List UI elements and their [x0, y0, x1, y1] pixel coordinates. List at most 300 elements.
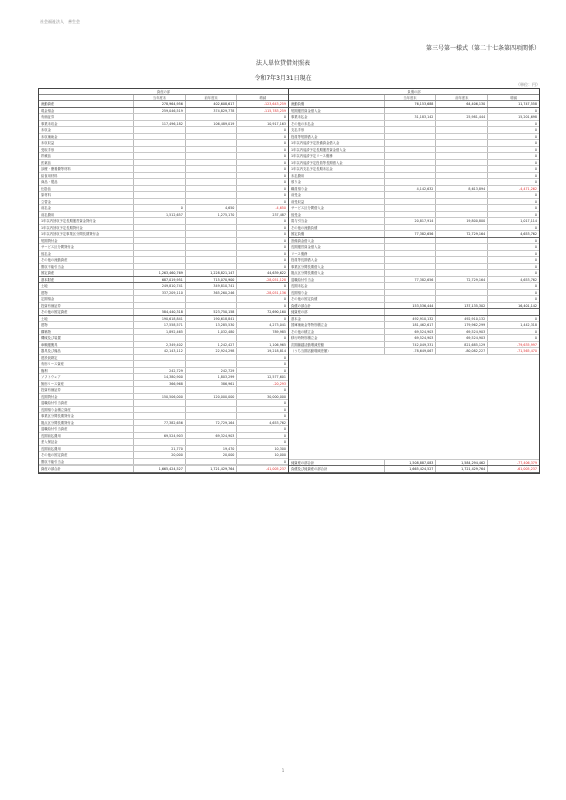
- table-cell-current: [133, 186, 185, 192]
- table-cell-current: 77,382,656: [384, 231, 436, 237]
- table-cell-name: 前払費用: [41, 212, 55, 217]
- table-cell-change: 0: [487, 140, 539, 146]
- table-cell-previous: 374,829,778: [185, 108, 237, 114]
- table-cell-previous: 69,524,903: [435, 329, 487, 335]
- table-cell-name: 職員預り金: [291, 186, 308, 191]
- table-cell-change: 237,487: [236, 212, 288, 218]
- table-cell-name: 土地: [41, 284, 48, 288]
- table-cell-current: [133, 114, 185, 120]
- table-cell-change: 0: [487, 335, 539, 341]
- table-cell-change: 0: [487, 153, 539, 159]
- table-cell-current: [133, 166, 185, 172]
- table-cell-name: 前受金: [291, 193, 301, 197]
- table-cell-change: 0: [236, 368, 288, 374]
- table-cell-name: 事業未払金: [291, 115, 308, 119]
- table-cell-name: 仕掛品: [41, 186, 51, 191]
- table-cell-current: [384, 212, 436, 218]
- table-cell-previous: 22,924,298: [185, 348, 237, 354]
- assets-section-header: 資産の部: [39, 89, 288, 95]
- table-cell-current: 117,496,182: [133, 121, 185, 127]
- table-cell-current: [133, 127, 185, 133]
- table-cell-previous: [185, 114, 237, 120]
- table-cell-change: -28,051,128: [236, 277, 288, 283]
- table-cell-change: 0: [487, 257, 539, 263]
- table-cell-previous: [435, 296, 487, 302]
- table-cell-change: 4,273,041: [236, 322, 288, 328]
- table-cell-name: 建設仮勘定: [41, 355, 58, 360]
- table-cell-name: 1年以内返済予定長期運営資金借入金: [291, 147, 346, 152]
- table-cell-change: -79,635,997: [487, 342, 539, 348]
- table-cell-previous: [185, 192, 237, 198]
- table-cell-change: 0: [236, 251, 288, 257]
- table-cell-change: 0: [236, 114, 288, 120]
- table-cell-current: [384, 166, 436, 172]
- table-cell-previous: [435, 160, 487, 166]
- table-cell-change: -77,406,379: [487, 460, 539, 466]
- table-cell-previous: 1,721,429,764: [435, 466, 487, 472]
- table-cell-previous: [435, 140, 487, 146]
- table-cell-previous: [435, 251, 487, 257]
- table-cell-change: 12,577,601: [236, 374, 288, 380]
- table-cell-change: 0: [487, 121, 539, 127]
- table-cell-change: 0: [236, 238, 288, 244]
- table-cell-name: 土地: [41, 316, 48, 321]
- table-cell-name: ソフトウェア: [41, 375, 61, 379]
- table-cell-previous: [185, 127, 237, 133]
- table-cell-current: [133, 218, 185, 224]
- table-cell-name: 事業区分間長期借入金: [291, 264, 324, 269]
- table-cell-change: 0: [236, 153, 288, 159]
- table-cell-current: 14,380,900: [133, 374, 185, 380]
- table-cell-current: [133, 303, 185, 309]
- table-cell-name: 資産の部合計: [41, 467, 61, 471]
- table-cell-name: 基本財産: [41, 277, 55, 282]
- table-cell-change: [487, 309, 539, 315]
- table-cell-name: 長期前払費用: [41, 433, 61, 438]
- liabilities-total-row: [289, 466, 539, 473]
- table-cell-current: 1,665,424,527: [384, 466, 436, 472]
- liabilities-side: [289, 89, 539, 473]
- table-cell-name: 長期前払費用: [41, 446, 61, 451]
- table-cell-previous: [185, 439, 237, 445]
- table-cell-change: 1,106,965: [236, 342, 288, 348]
- table-cell-change: 0: [487, 316, 539, 322]
- table-cell-change: 0: [236, 166, 288, 172]
- table-cell-name: 現金預金: [41, 108, 55, 113]
- table-cell-current: 366,968: [133, 381, 185, 387]
- table-cell-previous: 13,285,530: [185, 322, 237, 328]
- table-cell-change: 16,401,142: [487, 303, 539, 309]
- table-cell-current: [384, 309, 436, 315]
- table-cell-previous: 106,489,019: [185, 121, 237, 127]
- table-cell-previous: 120,000,000: [185, 394, 237, 400]
- table-cell-current: 20,000: [133, 452, 185, 458]
- table-cell-name: 徴収不能引当金: [41, 459, 65, 464]
- table-cell-previous: [185, 160, 237, 166]
- table-cell-name: 構築物: [41, 329, 51, 334]
- table-cell-change: 0: [236, 303, 288, 309]
- table-cell-current: [133, 244, 185, 250]
- table-cell-change: 0: [487, 108, 539, 114]
- table-cell-change: 0: [487, 166, 539, 172]
- table-cell-change: -4,650: [236, 205, 288, 211]
- table-cell-change: 0: [236, 186, 288, 192]
- table-cell-name: 純資産の部合計: [291, 460, 315, 465]
- table-cell-previous: 137,135,302: [435, 303, 487, 309]
- table-cell-previous: [185, 257, 237, 263]
- table-cell-name: リース債務: [291, 251, 308, 256]
- table-cell-change: 10,917,163: [236, 121, 288, 127]
- table-cell-change: 0: [236, 296, 288, 302]
- table-cell-current: [133, 225, 185, 231]
- table-cell-change: 0: [236, 283, 288, 289]
- table-cell-name: 仮受金: [291, 212, 301, 217]
- table-cell-previous: [435, 225, 487, 231]
- table-cell-change: 0: [236, 400, 288, 406]
- table-cell-current: 492,910,132: [384, 316, 436, 322]
- table-cell-change: 72,690,160: [236, 309, 288, 315]
- table-cell-change: -115,783,259: [236, 108, 288, 114]
- table-cell-name: 事業未収金: [41, 121, 58, 126]
- table-cell-previous: 386,961: [185, 381, 237, 387]
- table-cell-change: 0: [236, 459, 288, 465]
- table-cell-change: 0: [236, 218, 288, 224]
- column-header-item: [289, 95, 384, 100]
- table-cell-current: [384, 244, 436, 250]
- table-cell-name: 流動負債: [291, 102, 305, 106]
- form-number: 第三号第一様式（第二十七条第四項関係）: [425, 45, 540, 52]
- table-cell-name: 前受収益: [291, 199, 305, 204]
- table-cell-name: サービス区分間借入金: [291, 206, 324, 210]
- table-cell-name: 退職給付引当資産: [41, 427, 68, 431]
- table-cell-current: [384, 121, 436, 127]
- table-cell-previous: 365,260,246: [185, 290, 237, 296]
- table-cell-previous: 1,275,170: [185, 212, 237, 218]
- table-cell-change: 789,985: [236, 329, 288, 335]
- table-cell-current: [384, 173, 436, 179]
- table-cell-current: [384, 257, 436, 263]
- table-cell-change: 30,000,000: [236, 394, 288, 400]
- table-cell-name: 権利: [41, 368, 48, 373]
- table-cell-name: 短期運営資金借入金: [291, 108, 321, 113]
- table-cell-name: 仮払金: [41, 251, 51, 256]
- table-cell-name: 立替金: [41, 199, 51, 204]
- table-cell-name: 未収収益: [41, 141, 55, 145]
- table-cell-previous: [185, 387, 237, 393]
- table-cell-name: 徴収不能引当金: [41, 264, 65, 269]
- table-cell-previous: 1,803,299: [185, 374, 237, 380]
- column-header-current: 当年度末: [133, 95, 185, 100]
- table-cell-current: [133, 426, 185, 432]
- table-cell-change: -20,293: [236, 381, 288, 387]
- table-cell-previous: 25,981,444: [435, 114, 487, 120]
- table-cell-previous: 1,721,429,764: [185, 466, 237, 472]
- table-cell-change: -123,643,259: [236, 101, 288, 107]
- table-cell-current: [133, 251, 185, 257]
- table-cell-name: その他の固定資産: [41, 310, 68, 314]
- column-header-current: 当年度末: [384, 95, 436, 100]
- table-cell-change: 0: [236, 147, 288, 153]
- table-cell-previous: [435, 153, 487, 159]
- table-cell-current: [133, 407, 185, 413]
- table-cell-previous: [435, 179, 487, 185]
- table-cell-name: 1年以内回収予定長期運営資金貸付金: [41, 219, 96, 223]
- table-cell-current: [384, 290, 436, 296]
- table-cell-change: 0: [487, 283, 539, 289]
- table-cell-previous: [185, 264, 237, 270]
- table-cell-name: 車輌運搬具: [41, 342, 58, 347]
- table-cell-name: 建物: [41, 323, 48, 327]
- table-cell-current: [133, 257, 185, 263]
- table-cell-previous: [435, 283, 487, 289]
- table-cell-current: [384, 296, 436, 302]
- table-cell-change: 0: [487, 199, 539, 205]
- table-cell-name: 流動資産: [41, 102, 55, 106]
- table-cell-current: 2,349,402: [133, 342, 185, 348]
- table-cell-previous: [185, 335, 237, 341]
- table-cell-previous: [435, 257, 487, 263]
- table-cell-name: 未収補助金: [41, 134, 58, 139]
- table-cell-previous: [185, 179, 237, 185]
- table-cell-previous: [185, 173, 237, 179]
- table-cell-current: [384, 160, 436, 166]
- table-cell-name: 受取手形: [41, 147, 55, 152]
- table-cell-current: [133, 147, 185, 153]
- table-cell-previous: [435, 212, 487, 218]
- table-cell-name: 固定資産: [41, 271, 55, 275]
- table-cell-previous: [185, 413, 237, 419]
- table-cell-current: [133, 160, 185, 166]
- table-cell-change: 4,653,762: [487, 277, 539, 283]
- table-cell-previous: 69,524,903: [435, 335, 487, 341]
- table-cell-change: -61,005,237: [487, 466, 539, 472]
- table-cell-current: 42,143,112: [133, 348, 185, 354]
- table-cell-name: 国庫補助金等特別積立金: [291, 323, 328, 327]
- table-cell-change: 0: [487, 264, 539, 270]
- balance-sheet-table: [38, 88, 540, 474]
- table-cell-change: 0: [236, 426, 288, 432]
- table-cell-current: 17,558,571: [133, 322, 185, 328]
- table-cell-previous: [435, 205, 487, 211]
- table-cell-current: 150,506,000: [133, 394, 185, 400]
- table-cell-previous: 242,729: [185, 368, 237, 374]
- table-cell-change: 4,653,762: [487, 231, 539, 237]
- table-cell-name: サービス区分間貸付金: [41, 245, 74, 249]
- table-cell-change: 4,653,762: [236, 420, 288, 426]
- table-cell-name: 長期預り金: [291, 290, 308, 295]
- table-cell-change: 0: [236, 387, 288, 393]
- table-cell-name: 賞与引当金: [291, 219, 308, 223]
- table-cell-change: 19,218,814: [236, 348, 288, 354]
- table-cell-previous: -80,082,227: [435, 348, 487, 354]
- table-cell-name: 有価証券: [41, 115, 55, 119]
- table-cell-previous: 19,470: [185, 446, 237, 452]
- table-cell-previous: [185, 153, 237, 159]
- liabilities-section-header: 負債の部: [289, 89, 539, 95]
- table-cell-name: 定期預金: [41, 297, 55, 301]
- table-cell-previous: [435, 147, 487, 153]
- table-cell-current: [133, 335, 185, 341]
- table-cell-previous: [185, 244, 237, 250]
- table-cell-name: 原材料: [41, 193, 51, 197]
- table-cell-name: 預り金: [291, 180, 301, 184]
- table-cell-previous: 402,608,617: [185, 101, 237, 107]
- table-cell-name: 無形リース資産: [41, 381, 64, 386]
- table-cell-current: [384, 147, 436, 153]
- table-cell-previous: 715,070,900: [185, 277, 237, 283]
- table-cell-current: 0: [133, 205, 185, 211]
- table-cell-name: 長期運営資金借入金: [291, 245, 321, 249]
- table-cell-change: 0: [236, 192, 288, 198]
- table-cell-current: [133, 459, 185, 465]
- table-cell-name: 投資有価証券: [41, 388, 61, 392]
- table-cell-change: 0: [487, 160, 539, 166]
- table-cell-previous: [185, 231, 237, 237]
- table-cell-name: 基本金: [291, 316, 301, 321]
- table-cell-current: 242,729: [133, 368, 185, 374]
- table-cell-current: [133, 238, 185, 244]
- table-cell-current: 76,153,688: [384, 101, 436, 107]
- table-cell-name: その他の固定資産: [41, 453, 68, 457]
- table-cell-previous: [435, 121, 487, 127]
- table-cell-name: 未収金: [41, 128, 51, 132]
- table-cell-name: 長期貸付金: [41, 394, 58, 399]
- report-date: 令和7年3月31日現在: [254, 75, 312, 82]
- table-cell-name: 前払金: [41, 206, 51, 210]
- table-cell-current: 31,183,142: [384, 114, 436, 120]
- table-cell-change: 11,747,558: [487, 101, 539, 107]
- table-cell-name: 器具及び備品: [41, 349, 61, 353]
- table-cell-previous: [435, 244, 487, 250]
- table-cell-name: 機械及び装置: [41, 336, 61, 340]
- table-cell-previous: [185, 140, 237, 146]
- table-cell-change: 0: [236, 316, 288, 322]
- assets-rows: [39, 101, 288, 465]
- table-cell-name: その他の流動資産: [41, 258, 68, 262]
- table-cell-name: 純資産の部: [291, 310, 308, 314]
- table-cell-change: 0: [236, 257, 288, 263]
- column-header-change: 増減: [487, 95, 539, 100]
- table-cell-current: 742,049,331: [384, 342, 436, 348]
- table-cell-current: 1,892,465: [133, 329, 185, 335]
- table-cell-previous: [435, 166, 487, 172]
- table-cell-name: 役員等長期借入金: [291, 258, 318, 262]
- table-cell-previous: [435, 199, 487, 205]
- table-cell-previous: [435, 290, 487, 296]
- table-cell-previous: [185, 407, 237, 413]
- table-cell-previous: 1,242,427: [185, 342, 237, 348]
- table-cell-current: [384, 264, 436, 270]
- table-cell-previous: [185, 225, 237, 231]
- table-cell-name: 事業区分間長期貸付金: [41, 414, 74, 418]
- page-number: 1: [281, 768, 285, 773]
- table-cell-change: 0: [236, 179, 288, 185]
- table-cell-change: 0: [236, 134, 288, 140]
- table-cell-current: 77,382,656: [133, 420, 185, 426]
- table-cell-previous: 1,228,821,147: [185, 270, 237, 276]
- table-cell-current: [384, 270, 436, 276]
- table-cell-current: [384, 140, 436, 146]
- table-cell-current: 1,263,460,769: [133, 270, 185, 276]
- table-cell-current: 337,209,110: [133, 290, 185, 296]
- table-cell-name: 1年以内返済予定役員等長期借入金: [291, 160, 343, 165]
- table-cell-current: [133, 199, 185, 205]
- table-cell-change: 0: [236, 225, 288, 231]
- table-cell-previous: [435, 238, 487, 244]
- table-cell-current: [384, 153, 436, 159]
- table-cell-name: 診療・療養費等材料: [41, 167, 71, 171]
- table-cell-change: 0: [236, 433, 288, 439]
- table-cell-previous: [435, 127, 487, 133]
- table-cell-name: 長期未払金: [291, 284, 308, 288]
- table-cell-current: [133, 296, 185, 302]
- table-cell-change: 10,000: [236, 452, 288, 458]
- table-cell-name: 1年以内返済予定リース債務: [291, 154, 333, 158]
- table-cell-current: [384, 251, 436, 257]
- table-cell-name: その他の未払金: [291, 121, 315, 126]
- table-cell-change: 1,017,114: [487, 218, 539, 224]
- table-cell-name: 退職給付引当資産: [41, 401, 68, 405]
- table-cell-change: 0: [236, 140, 288, 146]
- table-cell-current: [133, 361, 185, 367]
- table-cell-name: 設備資金借入金: [291, 238, 315, 243]
- table-cell-current: 21,770: [133, 446, 185, 452]
- table-cell-change: -71,565,470: [487, 348, 539, 354]
- table-cell-change: 0: [236, 231, 288, 237]
- table-cell-previous: [185, 147, 237, 153]
- unit-label: （単位：円）: [516, 82, 540, 87]
- column-header-change: 増減: [236, 95, 288, 100]
- table-cell-change: 0: [236, 199, 288, 205]
- table-cell-name: その他の積立金: [291, 329, 315, 334]
- table-cell-current: [384, 134, 436, 140]
- table-cell-change: 0: [487, 251, 539, 257]
- table-cell-current: [133, 179, 185, 185]
- table-cell-previous: 349,810,741: [185, 283, 237, 289]
- table-cell-current: 687,019,951: [133, 277, 185, 283]
- table-cell-change: 0: [236, 361, 288, 367]
- table-cell-current: 259,046,519: [133, 108, 185, 114]
- table-cell-current: [133, 400, 185, 406]
- table-cell-name: 拠点区分間長期貸付金: [41, 420, 74, 425]
- table-cell-name: 未払費用: [291, 173, 305, 178]
- table-cell-name: その他の流動負債: [291, 225, 318, 230]
- table-cell-previous: 4,650: [185, 205, 237, 211]
- table-cell-change: 15,201,698: [487, 114, 539, 120]
- table-cell-previous: 69,324,903: [185, 433, 237, 439]
- table-cell-previous: [185, 199, 237, 205]
- table-cell-name: 1年以内回収予定事業区分間長期貸付金: [41, 232, 100, 236]
- table-cell-current: 69,524,903: [133, 433, 185, 439]
- table-cell-current: 4,142,632: [384, 186, 436, 192]
- table-cell-current: [133, 439, 185, 445]
- table-cell-previous: 523,750,158: [185, 309, 237, 315]
- table-cell-previous: [185, 218, 237, 224]
- table-cell-name: 投資有価証券: [41, 303, 61, 308]
- table-cell-name: 退職給付引当金: [291, 277, 315, 282]
- table-cell-current: 278,964,956: [133, 101, 185, 107]
- assets-side: [39, 89, 289, 473]
- table-cell-current: 77,382,656: [384, 277, 436, 283]
- table-cell-current: 1,508,887,083: [384, 460, 436, 466]
- table-cell-previous: [185, 303, 237, 309]
- table-cell-current: [384, 179, 436, 185]
- table-cell-current: [133, 173, 185, 179]
- table-cell-previous: 1,032,480: [185, 329, 237, 335]
- table-cell-name: その他の固定負債: [291, 297, 318, 301]
- table-cell-previous: 72,729,164: [435, 231, 487, 237]
- table-cell-change: 0: [487, 127, 539, 133]
